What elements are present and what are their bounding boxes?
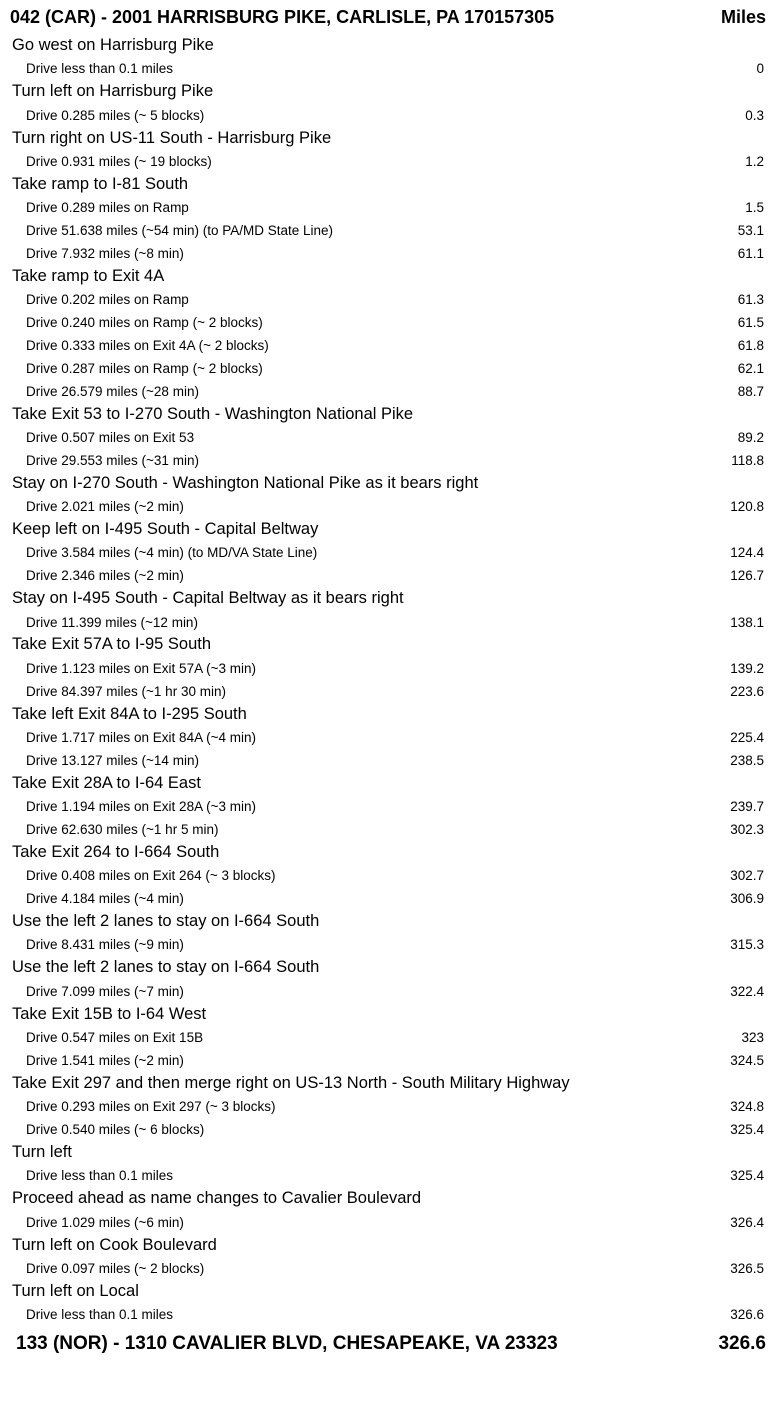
step-instruction: Take Exit 297 and then merge right on US-13 North - South Military Highway bbox=[12, 1073, 570, 1092]
segment-description: Drive 0.408 miles on Exit 264 (~ 3 blocks) bbox=[26, 868, 276, 884]
step-instruction: Use the left 2 lanes to stay on I-664 South bbox=[12, 912, 320, 931]
drive-segment-row bbox=[0, 357, 781, 380]
segment-description: Drive 8.431 miles (~9 min) bbox=[26, 937, 184, 953]
cumulative-miles: 124.4 bbox=[730, 545, 764, 561]
segment-description: Drive 0.293 miles on Exit 297 (~ 3 blocks) bbox=[26, 1099, 276, 1115]
step-instruction: Take ramp to I-81 South bbox=[12, 175, 189, 194]
cumulative-miles: 324.8 bbox=[730, 1099, 764, 1115]
step-instruction: Take Exit 15B to I-64 West bbox=[12, 1004, 207, 1023]
cumulative-miles: 326.4 bbox=[730, 1214, 764, 1230]
segment-description: Drive less than 0.1 miles bbox=[26, 61, 174, 77]
drive-segment-row bbox=[0, 980, 781, 1003]
segment-description: Drive 0.540 miles (~ 6 blocks) bbox=[26, 1122, 205, 1138]
segment-description: Drive 0.202 miles on Ramp bbox=[26, 292, 189, 308]
cumulative-miles: 239.7 bbox=[730, 799, 764, 815]
cumulative-miles: 138.1 bbox=[730, 614, 764, 630]
segment-description: Drive 4.184 miles (~4 min) bbox=[26, 891, 184, 907]
step-instruction: Use the left 2 lanes to stay on I-664 South bbox=[12, 958, 320, 977]
drive-segment-row bbox=[0, 934, 781, 957]
cumulative-miles: 306.9 bbox=[730, 891, 764, 907]
drive-segment-row bbox=[0, 449, 781, 472]
segment-description: Drive 1.541 miles (~2 min) bbox=[26, 1052, 184, 1068]
segment-description: Drive 1.194 miles on Exit 28A (~3 min) bbox=[26, 799, 256, 815]
segment-description: Drive less than 0.1 miles bbox=[26, 1168, 174, 1184]
cumulative-miles: 0.3 bbox=[745, 107, 764, 123]
cumulative-miles: 61.5 bbox=[737, 315, 764, 331]
step-instruction: Turn left on Local bbox=[12, 1282, 139, 1301]
drive-segment-row bbox=[0, 311, 781, 334]
step-instruction: Take ramp to Exit 4A bbox=[12, 266, 165, 285]
drive-segment-row bbox=[0, 197, 781, 220]
cumulative-miles: 88.7 bbox=[737, 383, 764, 399]
segment-description: Drive 0.097 miles (~ 2 blocks) bbox=[26, 1261, 205, 1277]
drive-segment-row bbox=[0, 1165, 781, 1188]
step-instruction: Take Exit 28A to I-64 East bbox=[12, 773, 201, 792]
cumulative-miles: 326.5 bbox=[730, 1261, 764, 1277]
step-instruction: Proceed ahead as name changes to Cavalier Boulevard bbox=[12, 1189, 422, 1208]
segment-description: Drive 0.507 miles on Exit 53 bbox=[26, 429, 195, 445]
cumulative-miles: 139.2 bbox=[730, 660, 764, 676]
segment-description: Drive 2.346 miles (~2 min) bbox=[26, 568, 184, 584]
drive-segment-row bbox=[0, 242, 781, 265]
segment-description: Drive 0.289 miles on Ramp bbox=[26, 200, 189, 216]
segment-description: Drive 1.717 miles on Exit 84A (~4 min) bbox=[26, 730, 256, 746]
destination-address: 133 (NOR) - 1310 CAVALIER BLVD, CHESAPEAKE, VA 23323 bbox=[16, 1333, 558, 1355]
segment-description: Drive 0.287 miles on Ramp (~ 2 blocks) bbox=[26, 360, 263, 376]
segment-description: Drive 11.399 miles (~12 min) bbox=[26, 614, 198, 630]
step-instruction: Go west on Harrisburg Pike bbox=[12, 36, 214, 54]
segment-description: Drive 51.638 miles (~54 min) (to PA/MD State Line) bbox=[26, 223, 333, 239]
segment-description: Drive 3.584 miles (~4 min) (to MD/VA State Line) bbox=[26, 545, 318, 561]
cumulative-miles: 324.5 bbox=[730, 1052, 764, 1068]
drive-segment-row bbox=[0, 864, 781, 887]
cumulative-miles: 302.3 bbox=[730, 821, 764, 837]
segment-description: Drive 62.630 miles (~1 hr 5 min) bbox=[26, 821, 219, 837]
drive-segment-row bbox=[0, 818, 781, 841]
segment-description: Drive 1.029 miles (~6 min) bbox=[26, 1214, 184, 1230]
drive-segment-row bbox=[0, 1118, 781, 1141]
segment-description: Drive 0.547 miles on Exit 15B bbox=[26, 1030, 204, 1046]
cumulative-miles: 53.1 bbox=[737, 223, 764, 239]
cumulative-miles: 89.2 bbox=[737, 429, 764, 445]
drive-segment-row bbox=[0, 219, 781, 242]
cumulative-miles: 1.5 bbox=[745, 200, 764, 216]
cumulative-miles: 302.7 bbox=[730, 868, 764, 884]
segment-description: Drive 0.931 miles (~ 19 blocks) bbox=[26, 154, 212, 170]
segment-description: Drive 13.127 miles (~14 min) bbox=[26, 752, 199, 768]
step-instruction: Turn right on US-11 South - Harrisburg Pike bbox=[12, 128, 332, 147]
drive-segment-row bbox=[0, 150, 781, 173]
total-miles: 326.6 bbox=[718, 1333, 766, 1355]
miles-column-label: Miles bbox=[720, 6, 766, 27]
segment-description: Drive 84.397 miles (~1 hr 30 min) bbox=[26, 683, 226, 699]
drive-segment-row bbox=[0, 380, 781, 403]
segment-description: Drive 1.123 miles on Exit 57A (~3 min) bbox=[26, 660, 256, 676]
cumulative-miles: 62.1 bbox=[737, 360, 764, 376]
cumulative-miles: 118.8 bbox=[731, 452, 764, 468]
drive-segment-row bbox=[0, 749, 781, 772]
drive-segment-row bbox=[0, 334, 781, 357]
drive-segment-row bbox=[0, 795, 781, 818]
step-instruction: Take Exit 57A to I-95 South bbox=[12, 635, 212, 654]
drive-segment-row bbox=[0, 564, 781, 587]
directions-list bbox=[0, 34, 781, 1326]
cumulative-miles: 1.2 bbox=[745, 154, 764, 170]
drive-segment-row bbox=[0, 1257, 781, 1280]
drive-segment-row bbox=[0, 495, 781, 518]
segment-description: Drive 0.333 miles on Exit 4A (~ 2 blocks) bbox=[26, 338, 269, 353]
segment-description: Drive 7.099 miles (~7 min) bbox=[26, 983, 184, 999]
drive-segment-row bbox=[0, 1211, 781, 1234]
step-instruction: Take Exit 53 to I-270 South - Washington National Pike bbox=[12, 404, 414, 423]
cumulative-miles: 322.4 bbox=[730, 983, 764, 999]
cumulative-miles: 61.8 bbox=[737, 338, 764, 353]
drive-segment-row bbox=[0, 1049, 781, 1072]
drive-segment-row bbox=[0, 726, 781, 749]
step-instruction: Keep left on I-495 South - Capital Beltway bbox=[12, 519, 319, 538]
cumulative-miles: 223.6 bbox=[730, 683, 764, 699]
drive-segment-row bbox=[0, 680, 781, 703]
segment-description: Drive 26.579 miles (~28 min) bbox=[26, 383, 199, 399]
cumulative-miles: 323 bbox=[741, 1030, 764, 1046]
drive-segment-row bbox=[0, 289, 781, 312]
drive-segment-row bbox=[0, 542, 781, 565]
cumulative-miles: 325.4 bbox=[730, 1122, 764, 1138]
segment-description: Drive 0.285 miles (~ 5 blocks) bbox=[26, 107, 205, 123]
cumulative-miles: 61.1 bbox=[737, 246, 764, 262]
cumulative-miles: 0 bbox=[756, 61, 764, 77]
cumulative-miles: 325.4 bbox=[730, 1168, 764, 1184]
footer-row bbox=[0, 1326, 781, 1362]
drive-segment-row bbox=[0, 58, 781, 81]
cumulative-miles: 315.3 bbox=[730, 937, 764, 953]
cumulative-miles: 225.4 bbox=[730, 730, 764, 746]
step-instruction: Turn left on Cook Boulevard bbox=[12, 1235, 217, 1254]
step-instruction: Turn left bbox=[12, 1143, 72, 1161]
cumulative-miles: 238.5 bbox=[730, 752, 764, 768]
drive-segment-row bbox=[0, 104, 781, 127]
origin-address: 042 (CAR) - 2001 HARRISBURG PIKE, CARLISLE, PA 170157305 bbox=[10, 6, 555, 27]
cumulative-miles: 120.8 bbox=[730, 499, 764, 515]
segment-description: Drive 2.021 miles (~2 min) bbox=[26, 499, 184, 515]
drive-segment-row bbox=[0, 1026, 781, 1049]
drive-segment-row bbox=[0, 426, 781, 449]
step-instruction: Stay on I-495 South - Capital Beltway as it bears right bbox=[12, 589, 404, 608]
step-instruction: Take left Exit 84A to I-295 South bbox=[12, 704, 247, 723]
cumulative-miles: 326.6 bbox=[730, 1307, 764, 1323]
drive-segment-row bbox=[0, 1304, 781, 1327]
segment-description: Drive less than 0.1 miles bbox=[26, 1307, 174, 1323]
drive-segment-row bbox=[0, 1095, 781, 1118]
step-instruction: Stay on I-270 South - Washington National Pike as it bears right bbox=[12, 473, 479, 492]
cumulative-miles: 126.7 bbox=[730, 568, 764, 584]
segment-description: Drive 7.932 miles (~8 min) bbox=[26, 246, 184, 262]
step-instruction: Take Exit 264 to I-664 South bbox=[12, 842, 220, 861]
drive-segment-row bbox=[0, 657, 781, 680]
drive-segment-row bbox=[0, 611, 781, 634]
header-row bbox=[0, 0, 781, 34]
cumulative-miles: 61.3 bbox=[737, 292, 764, 308]
segment-description: Drive 0.240 miles on Ramp (~ 2 blocks) bbox=[26, 315, 263, 331]
segment-description: Drive 29.553 miles (~31 min) bbox=[26, 452, 199, 468]
drive-segment-row bbox=[0, 887, 781, 910]
step-instruction: Turn left on Harrisburg Pike bbox=[12, 82, 214, 101]
